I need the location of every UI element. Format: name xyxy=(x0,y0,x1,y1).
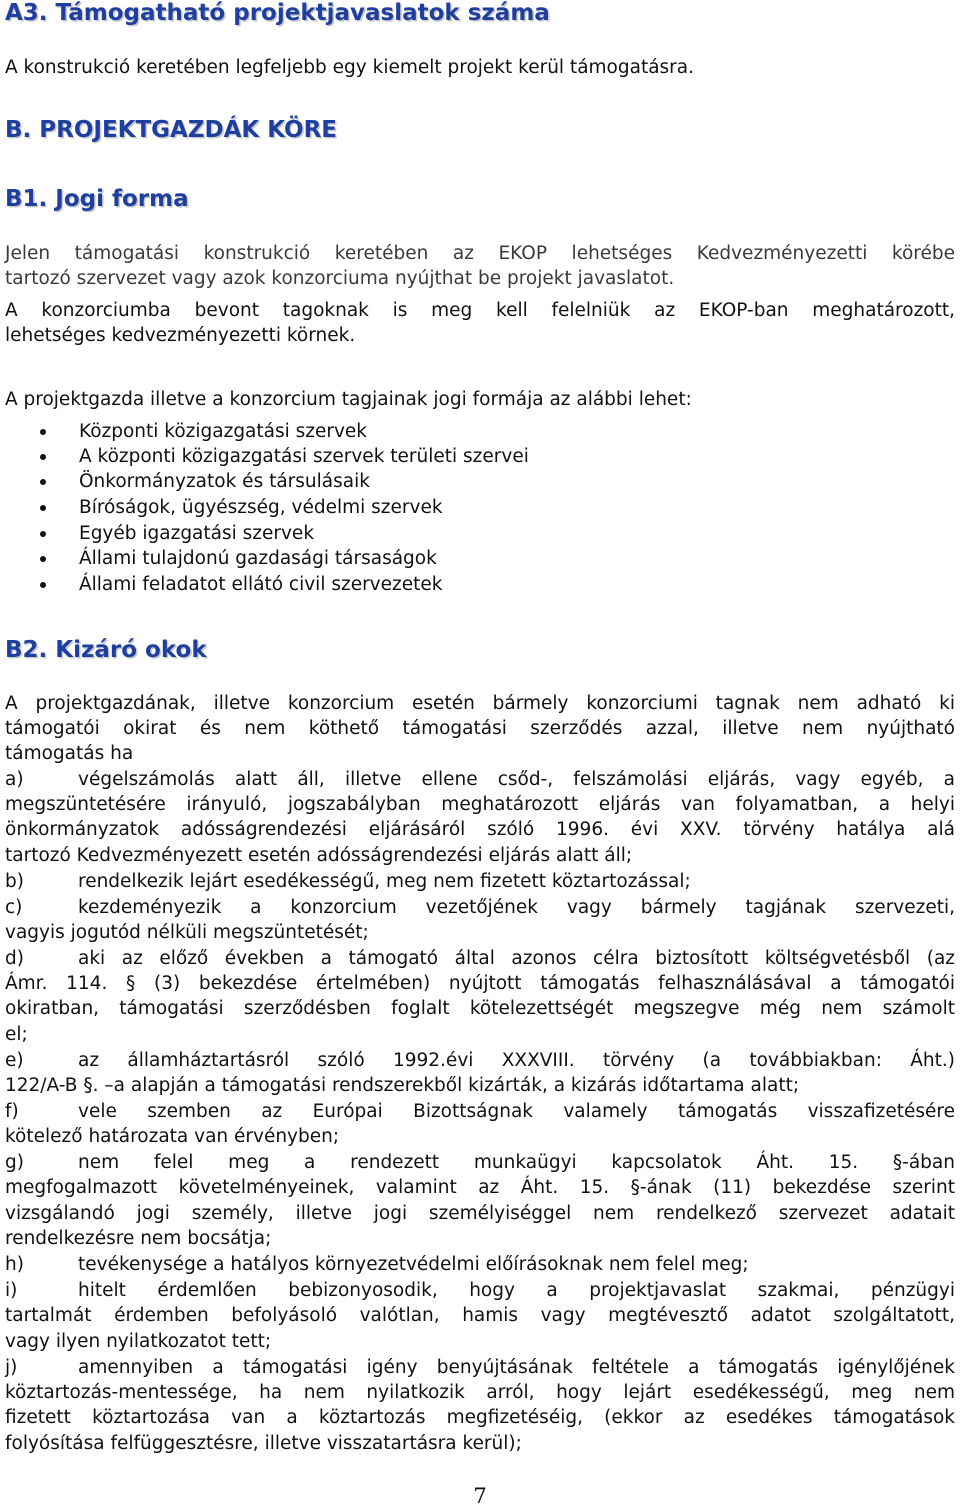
item-a-line: megszüntetésére irányuló, jogszabályban meghatározott eljárás van folyamatban, a helyi xyxy=(5,794,955,815)
b1-p1-line-2: tartozó szervezet vagy azok konzorciuma nyújthat be projekt javaslatot. xyxy=(5,268,675,289)
item-marker: g) xyxy=(5,1152,24,1173)
exclusion-item-h xyxy=(5,1252,955,1277)
bullet-icon xyxy=(40,429,46,435)
item-a-line: önkormányzatok adósságrendezési eljárásáról szóló 1996. évi XXV. törvény hatálya alá xyxy=(5,819,955,840)
item-text: végelszámolás alatt áll, illetve ellene csőd-, felszámolási eljárás, vagy egyéb, a xyxy=(78,769,955,790)
a3-text: A konstrukció keretében legfeljebb egy kiemelt projekt kerül támogatásra. xyxy=(5,57,694,78)
item-marker: j) xyxy=(5,1357,18,1378)
list-item xyxy=(0,546,960,571)
item-g-line: rendelkezésre nem bocsátja; xyxy=(5,1228,272,1249)
item-f-line: kötelező határozata van érvényben; xyxy=(5,1126,340,1147)
item-d-line: Ámr. 114. § (3) bekezdése értelmében) nyújtott támogatás felhasználásával a támogatói xyxy=(5,973,955,994)
b1-p1-line-1: Jelen támogatási konstrukció keretében az EKOP lehetséges Kedvezményezetti körébe xyxy=(5,243,955,264)
b2-intro-line-2: támogatói okirat és nem köthető támogatási szerződés azzal, illetve nem nyújtható xyxy=(5,718,955,739)
list-item-label: Központi közigazgatási szervek xyxy=(79,421,368,442)
item-i-line: vagy ilyen nyilatkozatot tett; xyxy=(5,1331,272,1352)
item-a-line: tartozó Kedvezményezett esetén adósságrendezési eljárás alatt áll; xyxy=(5,845,633,866)
item-text: kezdeményezik a konzorcium vezetőjének vagy bármely tagjának szervezeti, xyxy=(78,897,955,918)
item-text: hitelt érdemlően bebizonyosodik, hogy a projektjavaslat szakmai, pénzügyi xyxy=(78,1280,955,1301)
b1-p2-line-1: A konzorciumba bevont tagoknak is meg kell felelniük az EKOP-ban meghatározott, xyxy=(5,300,955,321)
heading-b2: B2. Kizáró okok xyxy=(5,637,207,663)
item-i-line: tartalmát érdemben befolyásoló valótlan, hamis vagy megtévesztő adatot szolgáltatott, xyxy=(5,1305,955,1326)
item-j-line: köztartozás-mentessége, ha nem nyilatkozik arról, hogy lejárt esedékességű, meg nem xyxy=(5,1382,955,1403)
item-d-line: el; xyxy=(5,1024,28,1045)
item-text: aki az előző években a támogató által azonos célra biztosított költségvetésből (az xyxy=(78,948,955,969)
item-text: vele szemben az Európai Bizottságnak valamely támogatás visszafizetésére xyxy=(78,1101,955,1122)
list-item-label: A központi közigazgatási szervek területi szervei xyxy=(79,446,529,467)
list-item-label: Állami tulajdonú gazdasági társaságok xyxy=(79,548,437,569)
item-marker: b) xyxy=(5,871,24,892)
list-item xyxy=(0,444,960,469)
heading-b: B. PROJEKTGAZDÁK KÖRE xyxy=(5,117,338,143)
item-marker: a) xyxy=(5,769,24,790)
item-text: az államháztartásról szóló 1992.évi XXXVIII. törvény (a továbbiakban: Áht.) xyxy=(78,1050,955,1071)
b2-intro-line-3: támogatás ha xyxy=(5,743,134,764)
item-g-line: megfogalmazott követelményeinek, valamint az Áht. 15. §-ának (11) bekezdése szerint xyxy=(5,1177,955,1198)
bullet-icon xyxy=(40,531,46,537)
b2-intro-line-1: A projektgazdának, illetve konzorcium esetén bármely konzorciumi tagnak nem adható ki xyxy=(5,693,955,714)
exclusion-item-b xyxy=(5,869,955,894)
bullet-icon xyxy=(40,454,46,460)
exclusion-item-a xyxy=(5,767,955,792)
item-marker: i) xyxy=(5,1280,18,1301)
exclusion-item-c xyxy=(5,895,955,920)
item-c-line: vagyis jogutód nélküli megszüntetését; xyxy=(5,922,369,943)
bullet-icon xyxy=(40,505,46,511)
exclusion-item-d xyxy=(5,946,955,971)
item-text: tevékenysége a hatályos környezetvédelmi előírásoknak nem felel meg; xyxy=(78,1254,749,1275)
item-e-line: 122/A-B §. –a alapján a támogatási rendszerekből kizárták, a kizárás időtartama alatt; xyxy=(5,1075,800,1096)
item-marker: f) xyxy=(5,1101,19,1122)
item-marker: e) xyxy=(5,1050,24,1071)
item-text: rendelkezik lejárt esedékességű, meg nem fizetett köztartozással; xyxy=(78,871,691,892)
heading-b1: B1. Jogi forma xyxy=(5,186,189,212)
exclusion-item-j xyxy=(5,1355,955,1380)
page-number: 7 xyxy=(473,1484,487,1508)
list-item xyxy=(0,419,960,444)
bullet-icon xyxy=(40,556,46,562)
exclusion-item-f xyxy=(5,1099,955,1124)
item-d-line: okiratban, támogatási szerződésben foglalt kötelezettségét megszegve még nem számolt xyxy=(5,998,955,1019)
heading-a3: A3. Támogatható projektjavaslatok száma xyxy=(5,0,550,26)
exclusion-item-g xyxy=(5,1150,955,1175)
list-item-label: Önkormányzatok és társulásaik xyxy=(79,471,370,492)
b1-p3: A projektgazda illetve a konzorcium tagjainak jogi formája az alábbi lehet: xyxy=(5,389,692,410)
list-item-label: Bíróságok, ügyészség, védelmi szervek xyxy=(79,497,443,518)
item-text: amennyiben a támogatási igény benyújtásának feltétele a támogatás igénylőjének xyxy=(78,1357,955,1378)
item-j-line: folyósítása felfüggesztésre, illetve visszatartásra kerül); xyxy=(5,1433,522,1454)
item-marker: h) xyxy=(5,1254,24,1275)
list-item xyxy=(0,469,960,494)
list-item-label: Állami feladatot ellátó civil szervezetek xyxy=(79,574,443,595)
item-marker: d) xyxy=(5,948,24,969)
list-item xyxy=(0,521,960,546)
b1-p2-line-2: lehetséges kedvezményezetti körnek. xyxy=(5,325,356,346)
item-j-line: fizetett köztartozása van a köztartozás megfizetéséig, (ekkor az esedékes támogatások xyxy=(5,1407,955,1428)
bullet-icon xyxy=(40,582,46,588)
item-g-line: vizsgálandó jogi személy, illetve jogi személyiséggel nem rendelkező szervezet adatait xyxy=(5,1203,955,1224)
item-text: nem felel meg a rendezett munkaügyi kapcsolatok Áht. 15. §-ában xyxy=(78,1152,955,1173)
bullet-icon xyxy=(40,479,46,485)
exclusion-item-e xyxy=(5,1048,955,1073)
exclusion-item-i xyxy=(5,1278,955,1303)
list-item xyxy=(0,495,960,520)
item-marker: c) xyxy=(5,897,23,918)
list-item-label: Egyéb igazgatási szervek xyxy=(79,523,315,544)
list-item xyxy=(0,572,960,597)
